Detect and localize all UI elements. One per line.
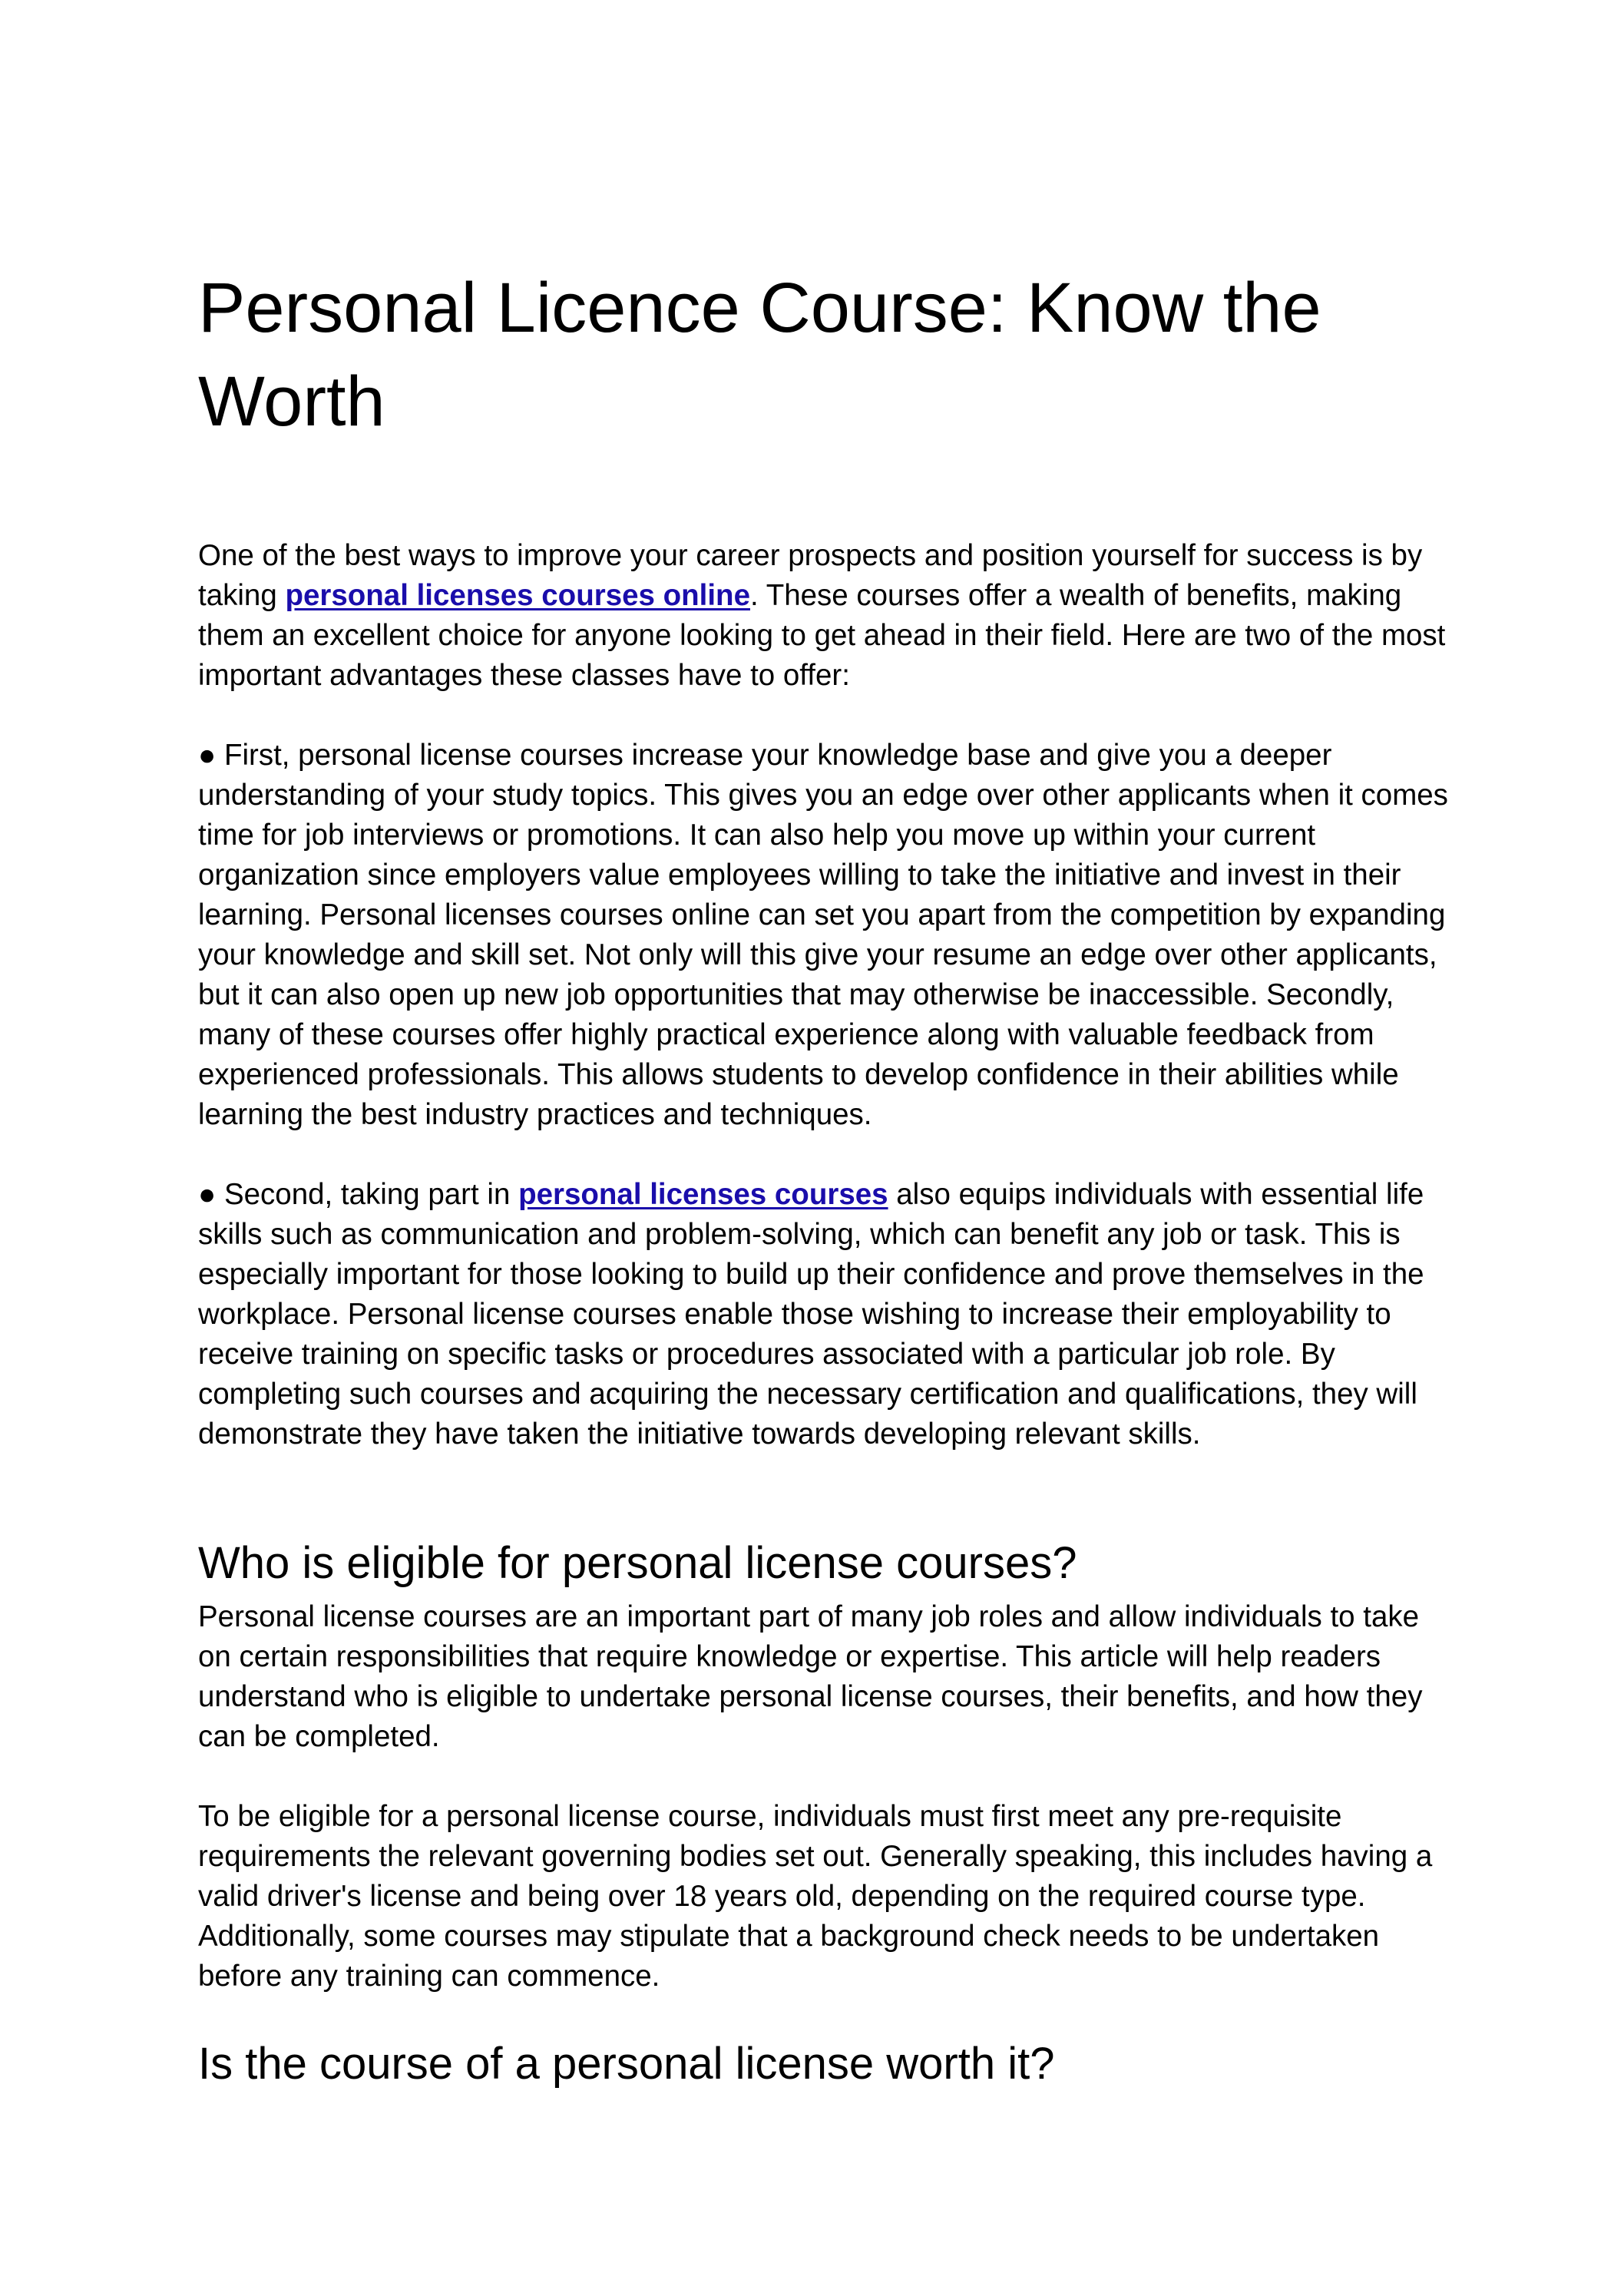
eligibility-paragraph-1: Personal license courses are an important part of many job roles and allow individuals to take on certain responsibilities that require knowledge or expertise. This article will help readers understand who is eligible to undertake personal license courses, their benefits, and how they can be completed. [198, 1600, 1423, 1753]
bullet-second-text-after: also equips individuals with essential life skills such as communication and problem-solving, which can benefit any job or task. This is especially important for those looking to build up their confidence and prove themselves in the workplace. Personal license courses enable those wishing to increase their employability to receive training on specific tasks or procedures associated with a particular job role. By completing such courses and acquiring the necessary certification and qualifications, they will demonstrate they have taken the initiative towards developing relevant skills. [198, 1178, 1424, 1451]
worth-heading: Is the course of a personal license worth it? [198, 2039, 1055, 2089]
page-title: Personal Licence Course: Know the Worth [198, 269, 1321, 441]
intro-text-before: One of the best ways to improve your career prospects and position yourself for success is by taking [198, 539, 1423, 612]
personal-licenses-courses-online-link[interactable]: personal licenses courses online [285, 579, 750, 612]
eligibility-paragraph-2: To be eligible for a personal license course, individuals must first meet any pre-requisite requirements the relevant governing bodies set out. Generally speaking, this includes having a valid driver's license and being over 18 years old, depending on the required course type. Additionally, some courses may stipulate that a background check needs to be undertaken before any training can commence. [198, 1800, 1433, 1993]
bullet-second-paragraph [198, 1175, 1457, 1454]
intro-text-after: . These courses offer a wealth of benefits, making them an excellent choice for anyone looking to get ahead in their field. Here are two of the most important advantages these classes have to offer: [198, 579, 1446, 692]
bullet-first-paragraph: ● First, personal license courses increase your knowledge base and give you a deeper understanding of your study topics. This gives you an edge over other applicants when it comes time for job interviews or promotions. It can also help you move up within your current organization since employers value employees willing to take the initiative and invest in their learning. Personal licenses courses online can set you apart from the competition by expanding your knowledge and skill set. Not only will this give your resume an edge over other applicants, but it can also open up new job opportunities that may otherwise be inaccessible. Secondly, many of these courses offer highly practical experience along with valuable feedback from experienced professionals. This allows students to develop confidence in their abilities while learning the best industry practices and techniques. [198, 739, 1448, 1131]
personal-licenses-courses-link[interactable]: personal licenses courses [518, 1178, 888, 1211]
intro-paragraph [198, 536, 1457, 696]
bullet-second-text-before: ● Second, taking part in [198, 1178, 519, 1211]
eligibility-heading: Who is eligible for personal license courses? [198, 1538, 1077, 1588]
